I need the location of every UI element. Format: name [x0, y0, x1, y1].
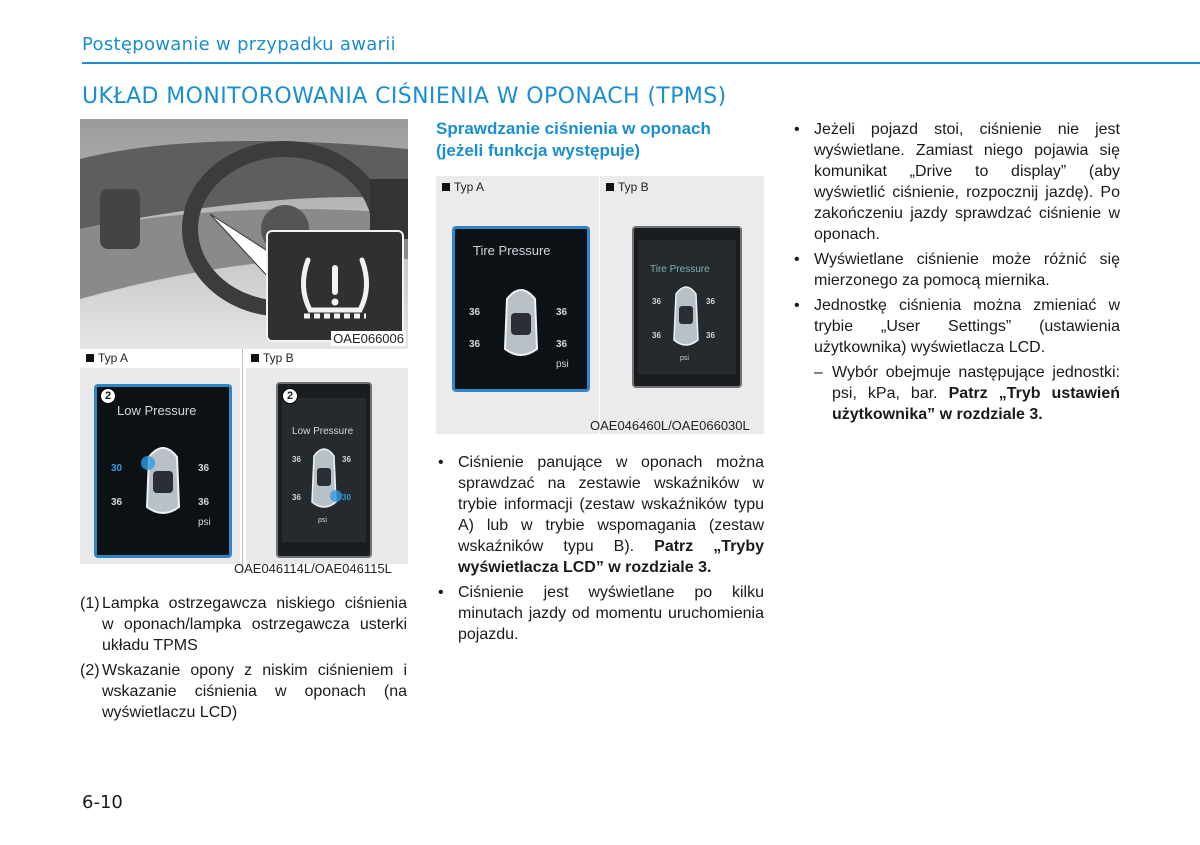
- mid-rl-value-b: 36: [652, 331, 661, 340]
- mid-rr-value-b: 36: [706, 331, 715, 340]
- section-title: Postępowanie w przypadku awarii: [82, 34, 396, 55]
- note-1: (1) Lampka ostrzegawcza niskiego ciśnienia w oponach/lampka ostrzegawcza usterki układu TPMS: [80, 595, 407, 654]
- marker-2-b: 2: [282, 388, 298, 404]
- right-bullet-3: • Jednostkę ciśnienia można zmieniać w trybie „User Settings” (ustawienia użytkownika) wyświetlacza LCD.: [794, 297, 1120, 356]
- tire-pressure-screen-b: [632, 226, 742, 388]
- low-pressure-screen-a: [94, 384, 232, 558]
- tire-pressure-screen-a: [452, 226, 590, 392]
- low-pressure-title-a: Low Pressure: [117, 403, 197, 418]
- tire-rl-value-b: 36: [292, 493, 301, 502]
- mid-fr-value-a: 36: [556, 307, 568, 318]
- unit-psi-a: psi: [198, 517, 211, 528]
- low-pressure-panel-a: [80, 368, 240, 564]
- tire-rr-value-b: 30: [342, 493, 351, 502]
- tpms-warning-icon: [268, 232, 402, 340]
- middle-bullet-2: • Ciśnienie jest wyświetlane po kilku minutach jazdy od momentu uruchomienia pojazdu.: [438, 584, 764, 643]
- low-pressure-panel-b: [246, 368, 408, 564]
- right-body: [792, 119, 1120, 425]
- mid-rr-value-a: 36: [556, 339, 568, 350]
- page-number: 6-10: [82, 792, 123, 813]
- right-bullet-2: • Wyświetlane ciśnienie może różnić się mierzonego za pomocą miernika.: [794, 251, 1120, 289]
- middle-heading: Sprawdzanie ciśnienia w oponach (jeżeli funkcja występuje): [436, 119, 711, 160]
- tire-fr-value-b: 36: [342, 455, 351, 464]
- tire-pressure-title-a: Tire Pressure: [473, 243, 551, 258]
- tire-fl-value-b: 36: [292, 455, 301, 464]
- tire-rr-value-a: 36: [198, 497, 210, 508]
- mid-fl-value-a: 36: [469, 307, 481, 318]
- right-bullet-1: • Jeżeli pojazd stoi, ciśnienie nie jest wyświetlane. Zamiast niego pojawia się komunikat „Drive to display” (aby wyświetlić ciśnienie, rozpocznij jazdę). Po zakończeniu jazdy sprawdzać ciśnienie w oponach.: [794, 121, 1120, 243]
- middle-bullet-1: • Ciśnienie panujące w oponach można sprawdzać na zestawie wskaźników w trybie informacji (zestaw wskaźników typu A) lub w trybie wspomagania (zestaw wskaźników typu B). Patrz „Tryby wyświetlacza LCD” w rozdziale 3.: [438, 454, 764, 576]
- mid-unit-psi-a: psi: [556, 359, 569, 370]
- tpms-warning-lamp: [266, 230, 404, 342]
- low-pressure-title-b: Low Pressure: [292, 426, 354, 437]
- mid-typ-b-label: Typ B: [606, 180, 649, 194]
- left-pair-divider: [242, 349, 243, 575]
- marker-2-a: 2: [100, 388, 116, 404]
- car-topview-icon: [674, 287, 698, 345]
- dash-figure-code: OAE066006: [333, 331, 404, 346]
- page-heading: UKŁAD MONITOROWANIA CIŚNIENIA W OPONACH (TPMS): [82, 84, 727, 109]
- dashboard-figure: [80, 119, 408, 349]
- left-typ-a-label: Typ A: [86, 351, 128, 365]
- note-2: (2) Wskazanie opony z niskim ciśnieniem i wskazanie ciśnienia w oponach (na wyświetlaczu LCD): [80, 662, 407, 721]
- right-sub-item: – Wybór obejmuje następujące jednostki: psi, kPa, bar. Patrz „Tryb ustawień użytkownika” w rozdziale 3.: [814, 364, 1121, 423]
- tire-fl-value-a: 30: [111, 463, 123, 474]
- left-pair-code: OAE046114L/OAE046115L: [234, 561, 392, 576]
- header-rule: [82, 62, 1200, 64]
- mid-typ-a-label: Typ A: [442, 180, 484, 194]
- low-pressure-screen-b: [276, 382, 372, 558]
- middle-figure: [436, 176, 764, 434]
- mid-unit-psi-b: psi: [680, 355, 689, 362]
- mid-fl-value-b: 36: [652, 297, 661, 306]
- mid-rl-value-a: 36: [469, 339, 481, 350]
- tire-rl-value-a: 36: [111, 497, 123, 508]
- tire-pressure-title-b: Tire Pressure: [650, 264, 710, 275]
- mid-figure-code: OAE046460L/OAE066030L: [590, 418, 750, 433]
- mid-divider: [599, 176, 600, 434]
- car-topview-icon: [505, 290, 537, 355]
- tire-fr-value-a: 36: [198, 463, 210, 474]
- left-notes: [80, 593, 407, 727]
- unit-psi-b: psi: [318, 517, 327, 524]
- left-typ-b-label: Typ B: [251, 351, 294, 365]
- middle-body: [436, 452, 764, 649]
- mid-fr-value-b: 36: [706, 297, 715, 306]
